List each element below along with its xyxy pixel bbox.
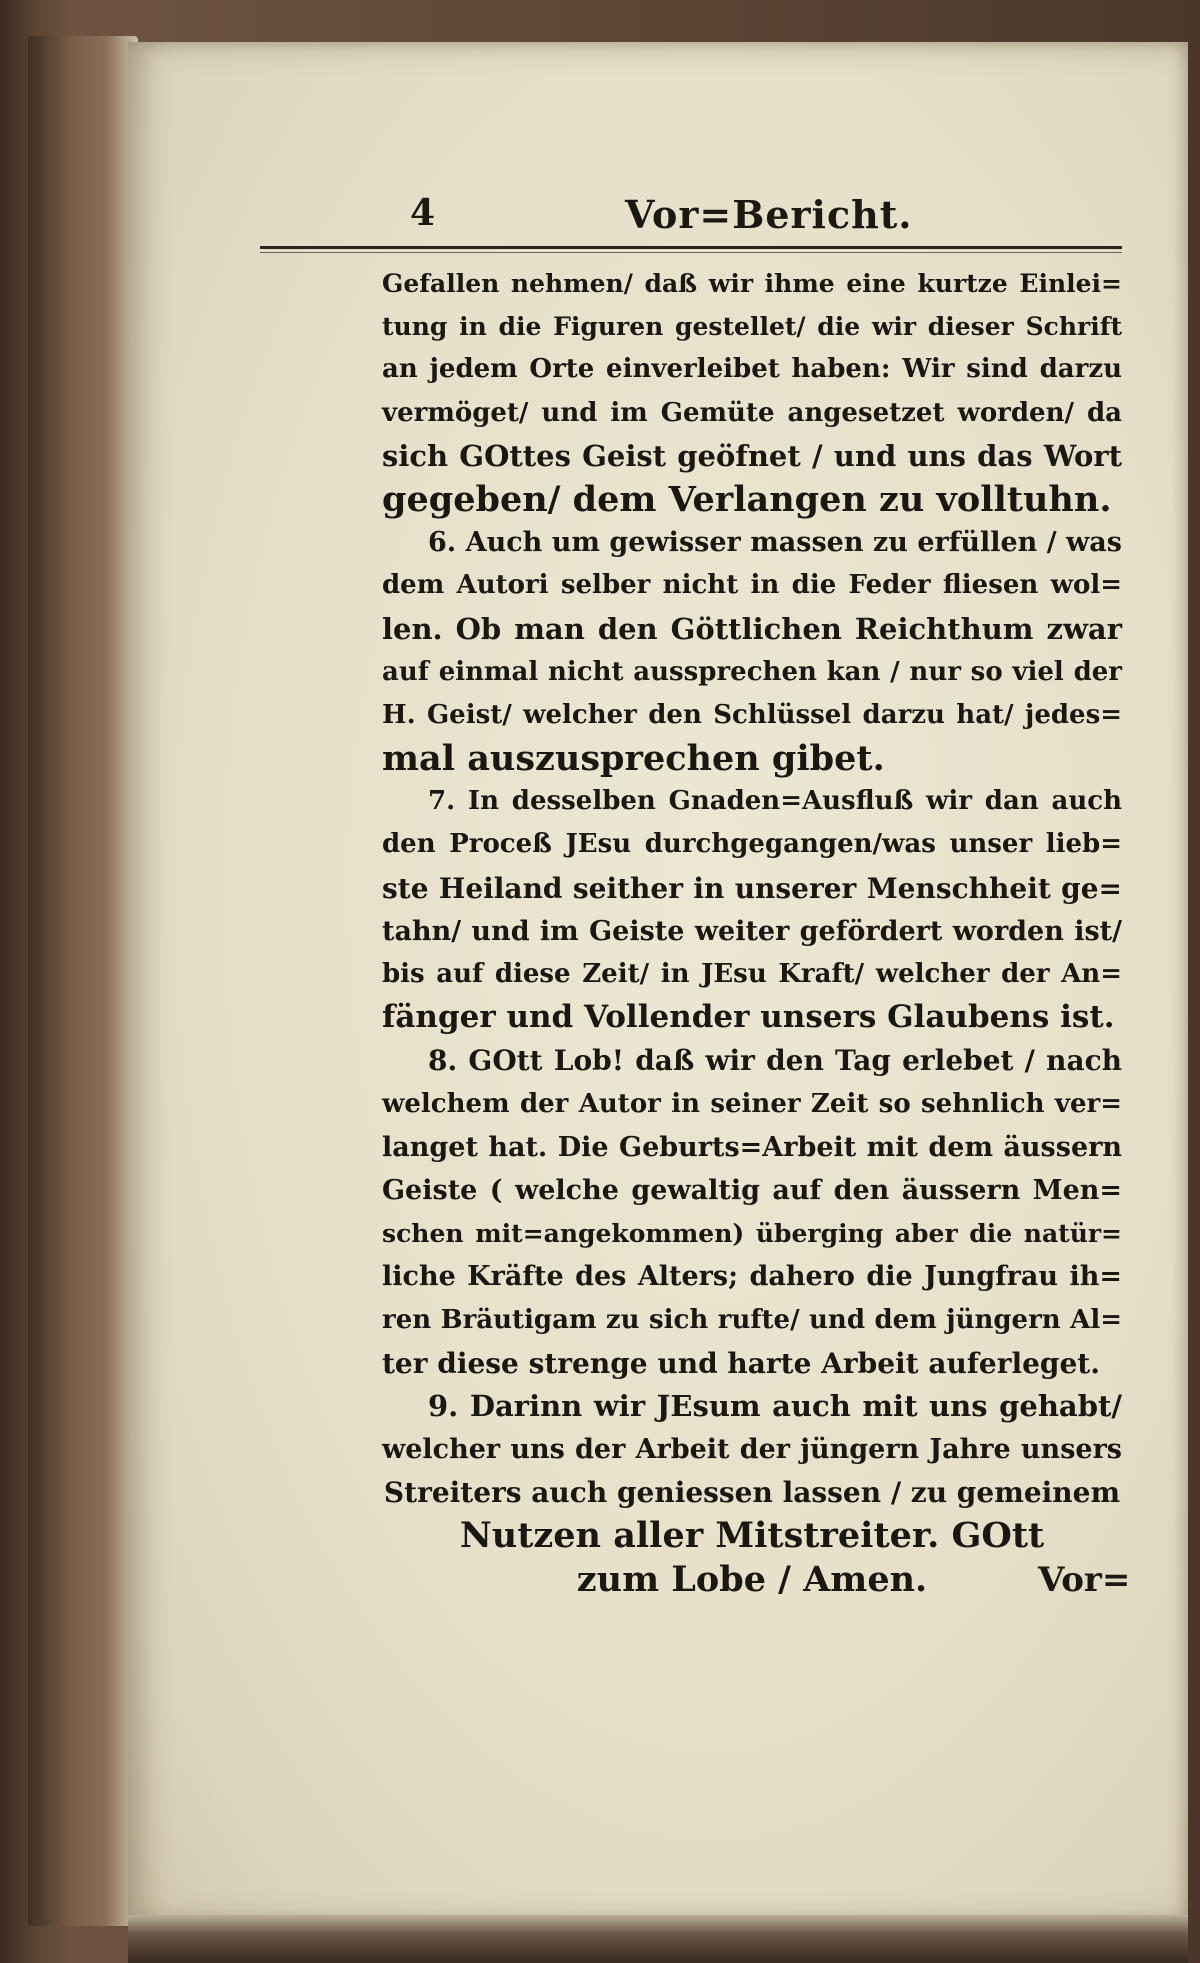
text-line: gegeben/ dem Verlangen zu volltuhn. — [382, 478, 1112, 520]
text-line: Nutzen aller Mitstreiter. GOtt — [459, 1515, 1045, 1557]
page-edges-left — [28, 36, 138, 1926]
text-line: tahn/ und im Geiste weiter gefördert worden ist/ — [382, 915, 1122, 947]
page-header — [265, 192, 1120, 248]
text-line: an jedem Orte einverleibet haben: Wir sind darzu — [382, 354, 1122, 385]
text-line: 7. In desselben Gnaden=Ausfluß wir dan auch — [428, 786, 1122, 817]
text-line: 6. Auch um gewisser massen zu erfüllen / was — [428, 527, 1122, 559]
text-line: auf einmal nicht aussprechen kan / nur so viel der — [382, 656, 1122, 687]
page-number: 4 — [410, 192, 436, 234]
text-line: Streiters auch geniessen lassen / zu gemeinem — [383, 1476, 1121, 1510]
text-line: bis auf diese Zeit/ in JEsu Kraft/ welcher der An= — [382, 959, 1122, 989]
text-line: len. Ob man den Göttlichen Reichthum zwar — [382, 611, 1122, 646]
page-edges-bottom — [128, 1915, 1188, 1963]
text-line: vermöget/ und im Gemüte angesetzet worden/ da — [382, 397, 1122, 428]
text-line: Gefallen nehmen/ daß wir ihme eine kurtze Einlei= — [382, 269, 1122, 298]
text-line: welchem der Autor in seiner Zeit so sehnlich ver= — [382, 1088, 1122, 1119]
text-line: mal auszusprechen gibet. — [382, 738, 885, 780]
text-line: ter diese strenge und harte Arbeit auferleget. — [382, 1346, 1100, 1380]
text-line: zum Lobe / Amen. — [576, 1558, 928, 1600]
text-line: liche Kräfte des Alters; dahero die Jungfrau ih= — [382, 1261, 1122, 1293]
text-line: 8. GOtt Lob! daß wir den Tag erlebet / nach — [428, 1044, 1122, 1078]
header-rule-thin — [260, 252, 1122, 253]
body-text — [382, 262, 1122, 1601]
text-line: dem Autori selber nicht in die Feder fliesen wol= — [382, 570, 1122, 601]
text-line: Geiste ( welche gewaltig auf den äussern Men= — [382, 1174, 1122, 1206]
text-line: ste Heiland seither in unserer Menschheit ge= — [382, 871, 1122, 905]
text-line: welcher uns der Arbeit der jüngern Jahre unsers — [382, 1434, 1122, 1466]
text-line: ren Bräutigam zu sich rufte/ und dem jüngern Al= — [382, 1304, 1122, 1335]
text-line: langet hat. Die Geburts=Arbeit mit dem äussern — [382, 1131, 1122, 1163]
text-line: sich GOttes Geist geöfnet / und uns das Wort — [382, 438, 1122, 473]
text-line: tung in die Figuren gestellet/ die wir dieser Schrift — [382, 312, 1122, 342]
catchword: Vor= — [1038, 1560, 1131, 1600]
text-line: 9. Darinn wir JEsum auch mit uns gehabt/ — [428, 1388, 1122, 1423]
text-line: H. Geist/ welcher den Schlüssel darzu hat/ jedes= — [382, 699, 1122, 730]
text-line: fänger und Vollender unsers Glaubens ist. — [382, 999, 1115, 1036]
header-rule — [260, 246, 1122, 249]
running-title: Vor=Bericht. — [625, 192, 913, 237]
text-line: schen mit=angekommen) überging aber die natür= — [382, 1219, 1122, 1249]
text-line: den Proceß JEsu durchgegangen/was unser lieb= — [382, 829, 1122, 860]
